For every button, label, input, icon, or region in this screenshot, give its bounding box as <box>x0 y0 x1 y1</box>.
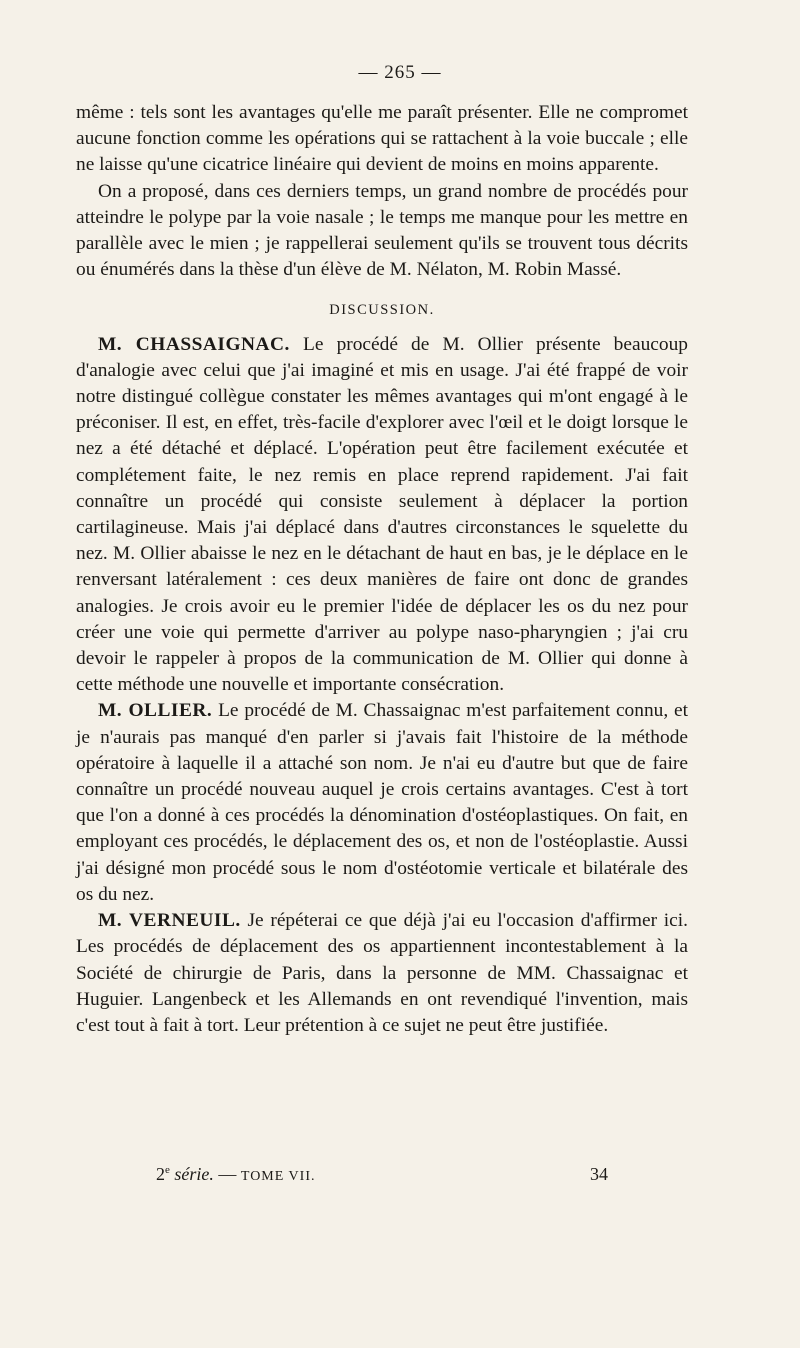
paragraph <box>76 332 688 699</box>
section-heading: DISCUSSION. <box>329 302 435 319</box>
paragraph-text: Le procédé de M. Ollier présente beaucoup d'analogie avec celui que j'ai imaginé et mis en usage. J'ai été frappé de voir notre distingué collègue constater les mêmes avantages qui m'ont engagé à le préconiser. Il est, en effet, très-facile d'explorer avec l'œil et le doigt lorsque le nez a été détaché et déplacé. L'opération peut être facilement exécutée et complétement faite, le nez remis en place reprend rapidement. J'ai fait connaître un procédé qui consiste seulement à déplacer la portion cartilagineuse. Mais j'ai déplacé dans d'autres circonstances le squelette du nez. M. Ollier abaisse le nez en le détachant de haut en bas, je le déplace en le renversant latéralement : ces deux manières de faire ont donc de grandes analogies. Je crois avoir eu le premier l'idée de déplacer les os du nez pour créer une voie qui permette d'arriver au polype naso-pharyngien ; j'ai cru devoir le rappeler à propos de la communication de M. Ollier qui donne à cette méthode une nouvelle et importante consécration. <box>76 333 688 696</box>
series-number: 2 <box>156 1164 165 1184</box>
paragraph: même : tels sont les avantages qu'elle me paraît présenter. Elle ne compromet aucune fonction comme les opérations qui se rattachent à la voie buccale ; elle ne laisse qu'une cicatrice linéaire qui devient de moins en moins apparente. <box>76 102 688 176</box>
series-word: série. <box>174 1164 214 1184</box>
tome-label: TOME VII. <box>240 1169 316 1184</box>
footer-dash: — <box>218 1164 237 1184</box>
speaker-name: M. OLLIER. <box>98 700 213 722</box>
series-label <box>156 1164 315 1185</box>
page-number: — 265 — <box>358 62 442 83</box>
paragraph <box>76 698 688 908</box>
speaker-name: M. VERNEUIL. <box>98 910 241 932</box>
signature-mark: 34 <box>590 1164 608 1184</box>
series-superscript: e <box>165 1164 170 1176</box>
speaker-name: M. CHASSAIGNAC. <box>98 333 290 355</box>
paragraph <box>76 908 688 1039</box>
page-footer <box>156 1164 608 1185</box>
paragraph-text: Je répéterai ce que déjà j'ai eu l'occasion d'affirmer ici. Les procédés de déplacement des os appartiennent incontestablement à la Société de chirurgie de Paris, dans la personne de MM. Chassaignac et Huguier. Langenbeck et les Allemands en ont revendiqué l'invention, mais c'est tout à fait à tort. Leur prétention à ce sujet ne peut être justifiée. <box>76 910 688 1036</box>
body-text <box>76 100 688 1039</box>
paragraph: On a proposé, dans ces derniers temps, un grand nombre de procédés pour atteindre le polype par la voie nasale ; le temps me manque pour les mettre en parallèle avec le mien ; je rappellerai seulement qu'ils se trouvent tous décrits ou énumérés dans la thèse d'un élève de M. Nélaton, M. Robin Massé. <box>76 180 688 281</box>
paragraph-text: Le procédé de M. Chassaignac m'est parfaitement connu, et je n'aurais pas manqué d'en parler si j'avais fait l'histoire de la méthode opératoire à laquelle il a attaché son nom. Je n'ai eu d'autre but que de faire connaître un procédé nouveau auquel je crois certains avantages. C'est à tort que l'on a donné à ces procédés la dénomination d'ostéoplastiques. On fait, en employant ces procédés, le déplacement des os, et non de l'ostéoplastie. Aussi j'ai désigné mon procédé sous le nom d'ostéotomie verticale et bilatérale des os du nez. <box>76 700 688 905</box>
